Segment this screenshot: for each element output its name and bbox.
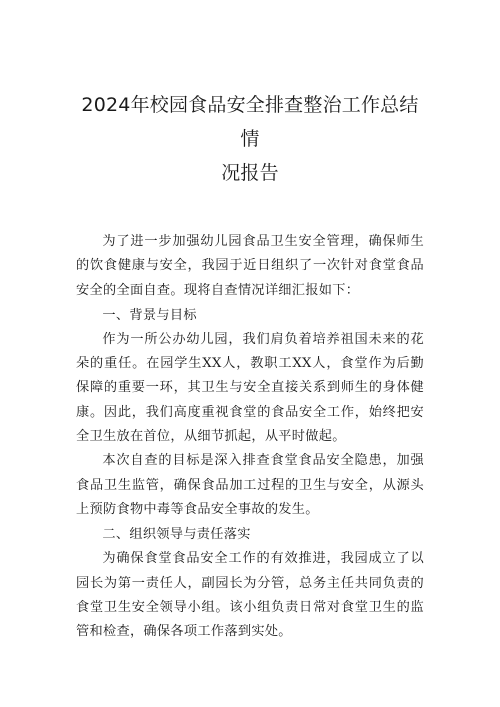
title-line-1: 2024年校园食品安全排查整治工作总结情 — [81, 94, 419, 150]
section-1-paragraph-1: 作为一所公办幼儿园，我们肩负着培养祖国未来的花朵的重任。在园学生XX人，教职工XX人，食堂作为后勤保障的重要一环，其卫生与安全直接关系到师生的身体健康。因此，我们高度重视食堂的食品安全工作，始终把安全卫生放在首位，从细节抓起，从平时做起。 — [76, 331, 424, 445]
section-1-paragraph-2: 本次自查的目标是深入排查食堂食品安全隐患，加强食品卫生监管，确保食品加工过程的卫生与安全，从源头上预防食物中毒等食品安全事故的发生。 — [76, 453, 424, 517]
section-2-heading: 二、组织领导与责任落实 — [102, 527, 251, 543]
section-1-heading: 一、背景与目标 — [102, 307, 197, 323]
document-title — [76, 88, 424, 190]
title-line-2: 况报告 — [221, 162, 279, 184]
section-2-paragraph-1: 为确保食堂食品安全工作的有效推进，我园成立了以园长为第一责任人，副园长为分管，总务主任共同负责的食堂卫生安全领导小组。该小组负责日常对食堂卫生的监管和检查，确保各项工作落到实处。 — [76, 551, 424, 640]
intro-paragraph: 为了进一步加强幼儿园食品卫生安全管理，确保师生的饮食健康与安全，我园于近日组织了一次针对食堂食品安全的全面自查。现将自查情况详细汇报如下： — [76, 234, 424, 298]
